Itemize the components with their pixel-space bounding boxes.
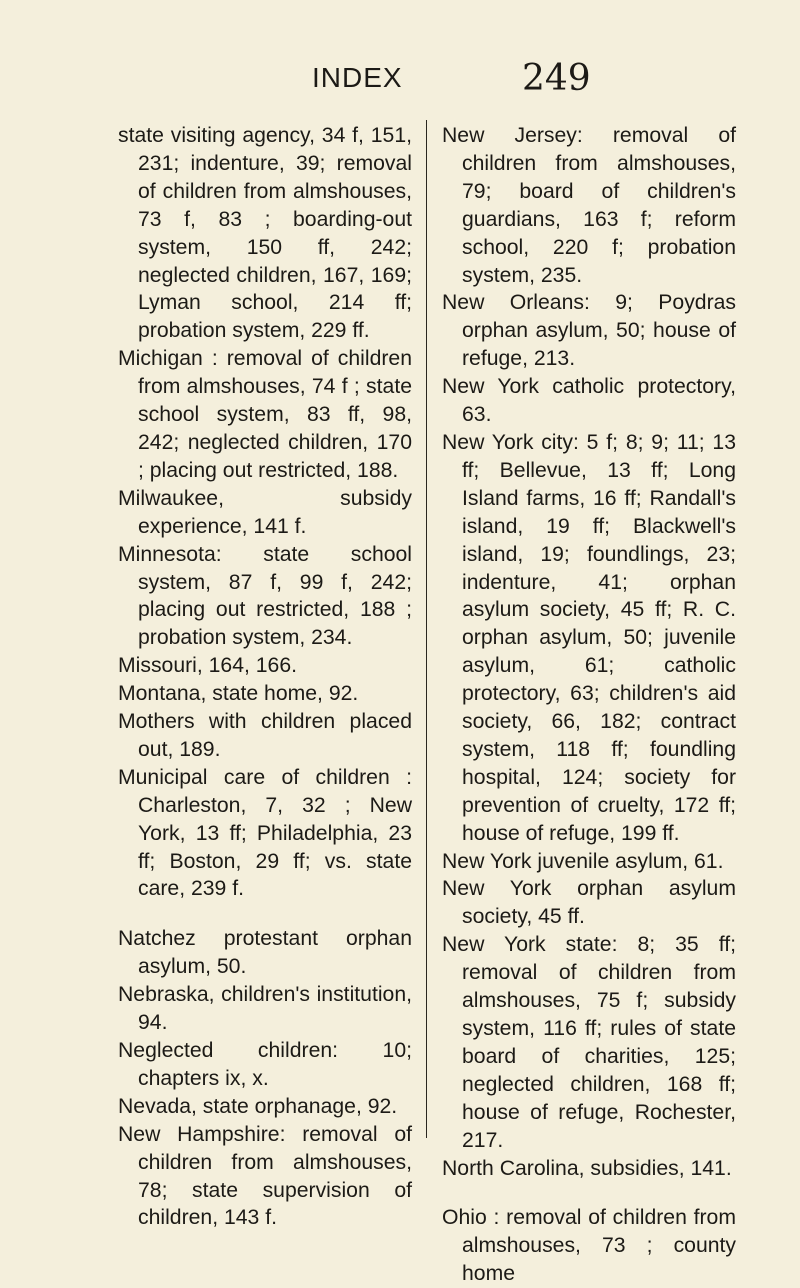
column-divider [426,120,427,1138]
index-entry-ny-orphan-asylum: New York orphan asylum society, 45 ff. [442,877,736,929]
index-entry-new-orleans: New Orleans: 9; Poydras orphan asylum, 50; house of refuge, 213. [442,291,736,371]
index-entry-north-carolina: North Carolina, subsidies, 141. [442,1156,732,1180]
index-entry-new-york-state: New York state: 8; 35 ff; removal of children from almshouses, 75 f; subsidy system, 116 ff; rules of state board of charities, 125; neglected children, 168 ff; house of refuge, Rochester, 217. [442,933,736,1152]
index-entry-montana: Montana, state home, 92. [118,682,359,706]
index-entry-nebraska: Nebraska, children's institution, 94. [118,983,412,1035]
running-title: INDEX [312,62,403,93]
index-entry-michigan: Michigan : removal of children from almshouses, 74 f ; state school system, 83 ff, 98, 242; neglected children, 170 ; placing out restricted, 188. [118,347,412,482]
index-entry-mothers: Mothers with children placed out, 189. [118,710,412,761]
index-entry-milwaukee: Milwaukee, subsidy experience, 141 f. [118,486,412,538]
index-entry-natchez: Natchez protestant orphan asylum, 50. [118,927,412,979]
index-entry-ohio: Ohio : removal of children from almshouses, 73 ; county home [442,1206,736,1286]
index-column-left [118,122,412,1232]
index-entry-municipal-care: Municipal care of children : Charleston, 7, 32 ; New York, 13 ff; Philadelphia, 23 ff; Boston, 29 ff; vs. state care, 239 f. [118,765,412,901]
page-number: 249 [522,58,591,99]
index-entry-new-york-city: New York city: 5 f; 8; 9; 11; 13 ff; Bellevue, 13 ff; Long Island farms, 16 ff; Randall's island, 19 ff; Blackwell's island, 19; foundlings, 23; indenture, 41; orphan asylum society, 45 ff; R. C. orphan asylum, 50; juvenile asylum, 61; catholic protectory, 63; children's aid society, 66, 182; contract system, 118 ff; foundling hospital, 124; society for prevention of cruelty, 172 ff; house of refuge, 199 ff. [442,430,736,845]
index-entry-minnesota: Minnesota: state school system, 87 f, 99 f, 242; placing out restricted, 188 ; probation system, 234. [118,542,412,650]
index-entry-new-jersey: New Jersey: removal of children from almshouses, 79; board of children's guardians, 163 f; reform school, 220 f; probation system, 235. [442,124,736,287]
index-entry-neglected-children: Neglected children: 10; chapters ix, x. [118,1039,412,1090]
index-entry-missouri: Missouri, 164, 166. [118,654,298,678]
index-entry-ny-juvenile-asylum: New York juvenile asylum, 61. [442,849,724,873]
running-head [0,58,800,108]
index-entry-state-visiting-agency: state visiting agency, 34 f, 151, 231; indenture, 39; removal of children from almshouses, 73 f, 83 ; boarding-out system, 150 ff, 242; neglected children, 167, 169; Lyman school, 214 ff; probation system, 229 ff. [118,124,412,343]
index-entry-ny-catholic-protectory: New York catholic protectory, 63. [442,375,736,427]
index-entry-new-hampshire: New Hampshire: removal of children from almshouses, 78; state supervision of children, 143 f. [118,1122,412,1230]
index-column-right [442,122,736,1288]
index-entry-nevada: Nevada, state orphanage, 92. [118,1094,398,1118]
